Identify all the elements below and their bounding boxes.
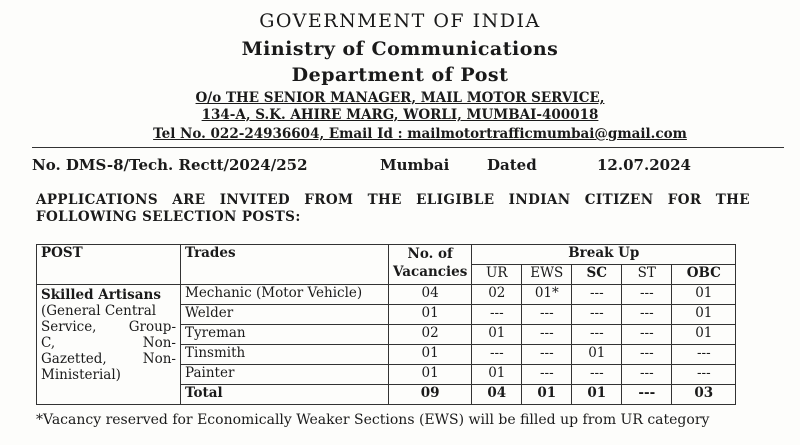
obc-cell: 01 — [672, 325, 736, 345]
total-label: Total — [181, 385, 389, 405]
post-desc-line: (General Central — [41, 303, 157, 319]
header-post: POST — [37, 245, 181, 285]
post-desc-word: Non- — [142, 335, 176, 351]
total-sc: 01 — [572, 385, 622, 405]
obc-cell: 01 — [672, 305, 736, 325]
obc-cell: --- — [672, 345, 736, 365]
ur-cell: 02 — [472, 285, 522, 305]
header-address: 134-A, S.K. AHIRE MARG, WORLI, MUMBAI-400018 — [201, 107, 599, 123]
reference-place: Mumbai — [380, 156, 450, 174]
header-ministry: Ministry of Communications — [241, 38, 559, 60]
header-st: ST — [622, 265, 672, 285]
st-cell: --- — [622, 365, 672, 385]
post-cell — [37, 285, 181, 405]
sc-cell: 01 — [572, 345, 622, 365]
post-desc-line: Gazetted, Non- — [41, 351, 176, 367]
ews-cell: --- — [522, 345, 572, 365]
ews-cell: --- — [522, 325, 572, 345]
st-cell: --- — [622, 325, 672, 345]
ur-cell: --- — [472, 345, 522, 365]
sc-cell: --- — [572, 305, 622, 325]
reference-dated-label: Dated — [487, 156, 537, 174]
post-desc-line: Service, Group- — [41, 319, 176, 335]
trade-cell: Tyreman — [181, 325, 389, 345]
sc-cell: --- — [572, 285, 622, 305]
reference-number: No. DMS-8/Tech. Rectt/2024/252 — [32, 156, 308, 174]
ews-cell: 01* — [522, 285, 572, 305]
post-desc-line — [41, 335, 176, 351]
header-obc: OBC — [672, 265, 736, 285]
obc-cell: 01 — [672, 285, 736, 305]
sc-cell: --- — [572, 325, 622, 345]
st-cell: --- — [622, 345, 672, 365]
reference-date: 12.07.2024 — [597, 156, 691, 174]
invitation-text: APPLICATIONS ARE INVITED FROM THE ELIGIBLE INDIAN CITIZEN FOR THE FOLLOWING SELECTION POSTS: — [36, 192, 750, 225]
header-ews: EWS — [522, 265, 572, 285]
header-contact: Tel No. 022-24936604, Email Id : mailmotortrafficmumbai@gmail.com — [153, 126, 687, 142]
total-ews: 01 — [522, 385, 572, 405]
trade-cell: Mechanic (Motor Vehicle) — [181, 285, 389, 305]
total-vacancies: 09 — [389, 385, 472, 405]
post-desc-word: C, — [41, 335, 56, 351]
post-desc-line: Ministerial) — [41, 367, 121, 383]
vacancies-cell: 01 — [389, 305, 472, 325]
ur-cell: 01 — [472, 365, 522, 385]
obc-cell: --- — [672, 365, 736, 385]
header-department: Department of Post — [291, 64, 509, 86]
total-obc: 03 — [672, 385, 736, 405]
trade-cell: Tinsmith — [181, 345, 389, 365]
vacancies-cell: 01 — [389, 345, 472, 365]
vacancy-table — [36, 244, 736, 405]
header-breakup: Break Up — [472, 245, 736, 265]
trade-cell: Painter — [181, 365, 389, 385]
total-ur: 04 — [472, 385, 522, 405]
sc-cell: --- — [572, 365, 622, 385]
ur-cell: 01 — [472, 325, 522, 345]
header-divider — [32, 147, 784, 148]
st-cell: --- — [622, 285, 672, 305]
vacancies-cell: 04 — [389, 285, 472, 305]
trade-cell: Welder — [181, 305, 389, 325]
ews-cell: --- — [522, 305, 572, 325]
header-office: O/o THE SENIOR MANAGER, MAIL MOTOR SERVICE, — [195, 90, 605, 106]
st-cell: --- — [622, 305, 672, 325]
header-ur: UR — [472, 265, 522, 285]
ews-cell: --- — [522, 365, 572, 385]
total-st: --- — [622, 385, 672, 405]
ur-cell: --- — [472, 305, 522, 325]
table-header-row — [37, 245, 736, 265]
vacancies-cell: 01 — [389, 365, 472, 385]
vacancies-cell: 02 — [389, 325, 472, 345]
header-government: GOVERNMENT OF INDIA — [259, 10, 541, 32]
post-title: Skilled Artisans — [41, 287, 161, 303]
footnote: *Vacancy reserved for Economically Weaker Sections (EWS) will be filled up from UR category — [36, 412, 710, 428]
header-trades: Trades — [181, 245, 389, 285]
header-vacancies: No. of Vacancies — [389, 245, 472, 285]
table-row — [37, 285, 736, 305]
header-sc: SC — [572, 265, 622, 285]
